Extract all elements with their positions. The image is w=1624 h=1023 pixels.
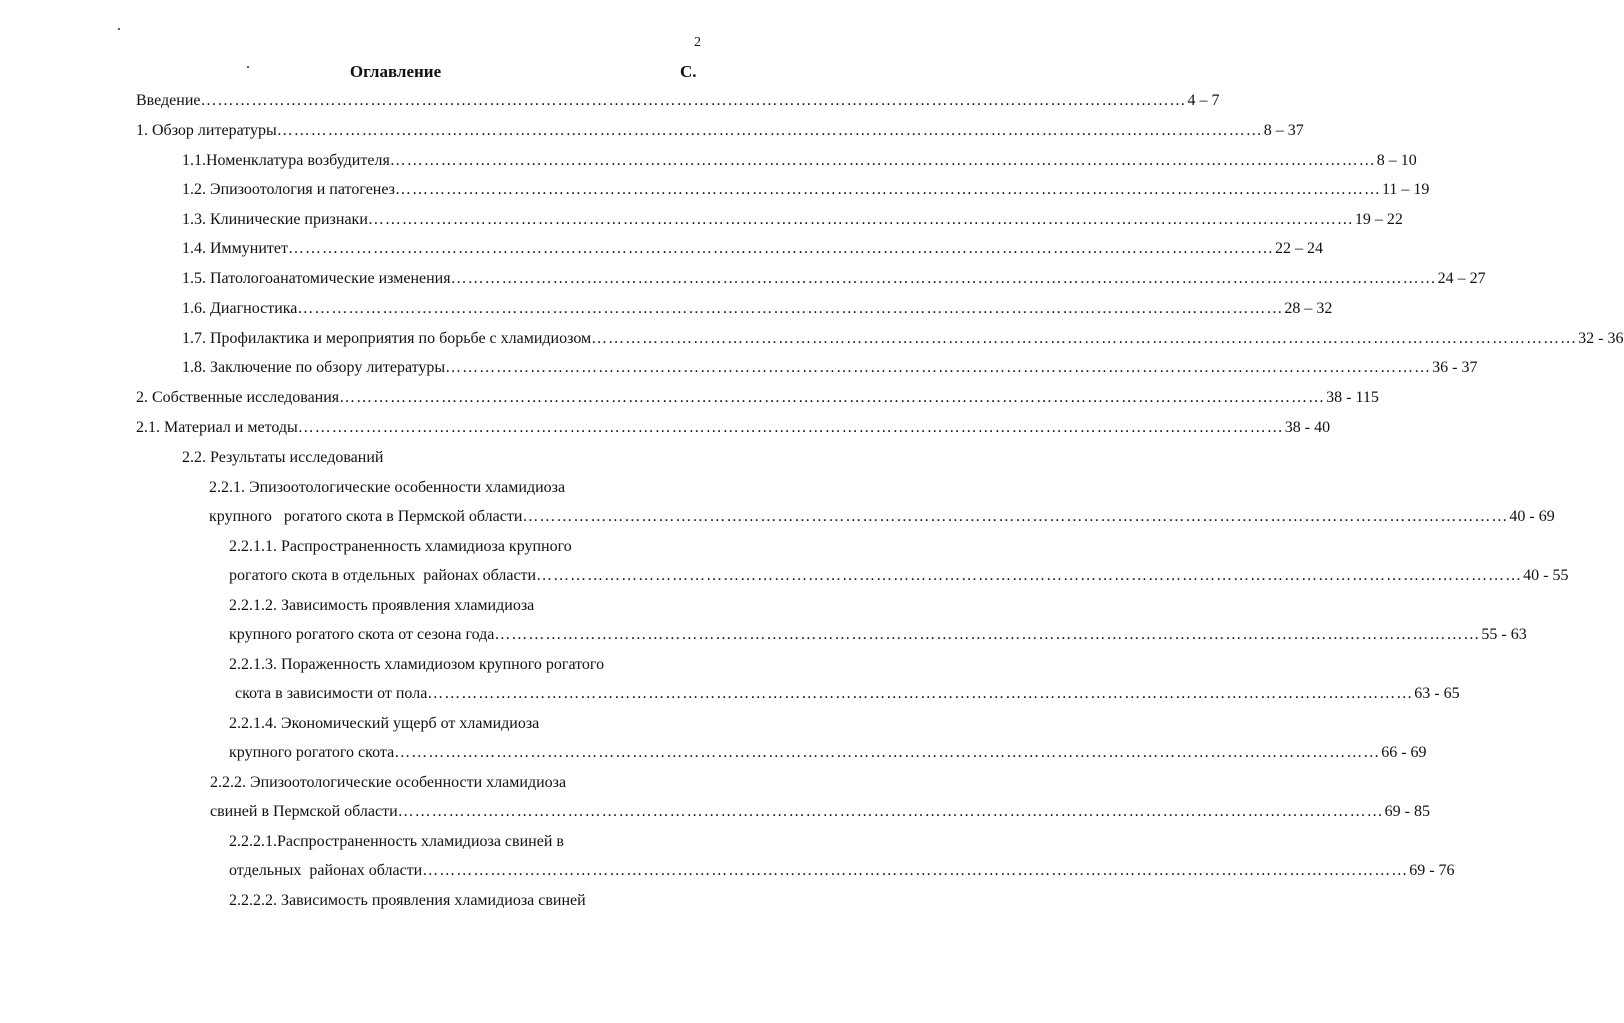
toc-entry-page: 19 – 22 — [1354, 211, 1403, 228]
toc-leader: ………………………………………………………………………………………………………………………………………………………… — [445, 359, 1432, 376]
toc-leader: ………………………………………………………………………………………………………………………………………………………… — [591, 330, 1578, 347]
toc-entry-page: 28 – 32 — [1284, 300, 1333, 317]
toc-entry[interactable] — [229, 860, 1455, 882]
toc-entry-page: 55 - 63 — [1481, 626, 1527, 643]
toc-heading: 2.2.1. Эпизоотологические особенности хламидиоза — [209, 479, 566, 496]
toc-entry-page: 69 - 85 — [1384, 803, 1430, 820]
toc-entry-label: 1.6. Диагностика — [182, 300, 298, 317]
toc-leader: ………………………………………………………………………………………………………………………………………………………… — [367, 211, 1354, 228]
toc-leader: ………………………………………………………………………………………………………………………………………………………… — [536, 567, 1523, 584]
toc-heading: 2.2.2.1.Распространенность хламидиоза свиней в — [229, 833, 564, 850]
toc-entry-page: 38 - 115 — [1326, 389, 1379, 406]
toc-heading: 2.2.2.2. Зависимость проявления хламидиоза свиней — [229, 892, 586, 909]
toc-entry-page: 63 - 65 — [1414, 685, 1460, 702]
toc-entry-page: 66 - 69 — [1381, 744, 1427, 761]
toc-entry[interactable] — [136, 120, 1304, 142]
toc-entry-label: 1.8. Заключение по обзору литературы — [182, 359, 446, 376]
toc-entry-label: рогатого скота в отдельных районах области — [229, 567, 537, 584]
toc-heading: 2.2.1.4. Экономический ущерб от хламидиоза — [229, 715, 540, 732]
toc-entry-page: 22 – 24 — [1275, 240, 1324, 257]
toc-leader: ………………………………………………………………………………………………………………………………………………………… — [394, 744, 1381, 761]
scan-speck — [118, 28, 120, 30]
toc-leader: ………………………………………………………………………………………………………………………………………………………… — [339, 389, 1326, 406]
toc-entry-page: 69 - 76 — [1409, 862, 1455, 879]
toc-entry-label: 1.2. Эпизоотология и патогенез — [182, 181, 395, 198]
toc-leader: ………………………………………………………………………………………………………………………………………………………… — [522, 508, 1509, 525]
toc-entry-page: 36 - 37 — [1432, 359, 1478, 376]
toc-leader: ………………………………………………………………………………………………………………………………………………………… — [288, 240, 1275, 257]
toc-entry-page: 38 - 40 — [1284, 419, 1331, 436]
toc-entry[interactable] — [136, 387, 1379, 409]
toc-title: Оглавление — [349, 62, 442, 81]
toc-entry[interactable] — [209, 506, 1555, 528]
toc-entry-label: крупного рогатого скота от сезона года — [229, 626, 495, 643]
toc-entry[interactable] — [182, 298, 1333, 320]
toc-entry-page: 8 – 37 — [1263, 122, 1304, 139]
toc-entry[interactable] — [229, 624, 1527, 646]
toc-entry-label: 1.7. Профилактика и мероприятия по борьбе с хламидиозом — [182, 330, 592, 347]
toc-entry[interactable] — [235, 683, 1460, 705]
toc-heading: 2.2.1.1. Распространенность хламидиоза крупного — [229, 538, 572, 555]
toc-entry-page: 24 – 27 — [1437, 270, 1486, 287]
toc-heading: 2.2.2. Эпизоотологические особенности хламидиоза — [210, 774, 567, 791]
toc-entry[interactable] — [182, 238, 1324, 260]
toc-entry-page: 4 – 7 — [1187, 92, 1220, 109]
toc-entry[interactable] — [182, 209, 1403, 231]
toc-heading: 2.2. Результаты исследований — [182, 449, 384, 466]
toc-entry-label: 1. Обзор литературы — [136, 122, 277, 139]
toc-leader: ………………………………………………………………………………………………………………………………………………………… — [297, 419, 1284, 436]
toc-entry-page: 40 - 55 — [1523, 567, 1569, 584]
toc-entry[interactable] — [136, 417, 1331, 439]
toc-entry-page: 8 – 10 — [1376, 152, 1417, 169]
toc-entry-label: 2. Собственные исследования — [136, 389, 340, 406]
toc-entry-label: крупного рогатого скота в Пермской области — [209, 508, 523, 525]
toc-entry-label: свиней в Пермской области — [210, 803, 398, 820]
toc-entry-page: 32 - 36 — [1578, 330, 1624, 347]
toc-entry[interactable] — [182, 150, 1417, 172]
toc-leader: ………………………………………………………………………………………………………………………………………………………… — [494, 626, 1481, 643]
page-column-header: С. — [680, 62, 697, 81]
toc-entry-page: 40 - 69 — [1509, 508, 1555, 525]
toc-heading: 2.2.1.3. Пораженность хламидиозом крупного рогатого — [229, 656, 605, 673]
toc-entry-label: крупного рогатого скота — [229, 744, 395, 761]
toc-heading: 2.2.1.2. Зависимость проявления хламидиоза — [229, 597, 535, 614]
toc-leader: ………………………………………………………………………………………………………………………………………………………… — [397, 803, 1384, 820]
toc-entry[interactable] — [182, 268, 1486, 290]
toc-leader: ………………………………………………………………………………………………………………………………………………………… — [389, 152, 1376, 169]
toc-entry[interactable] — [229, 565, 1569, 587]
toc-leader: ………………………………………………………………………………………………………………………………………………………… — [422, 862, 1409, 879]
toc-entry[interactable] — [182, 179, 1430, 201]
toc-entry-label: 1.1.Номенклатура возбудителя — [182, 152, 390, 169]
toc-leader: ………………………………………………………………………………………………………………………………………………………… — [200, 92, 1187, 109]
toc-leader: ………………………………………………………………………………………………………………………………………………………… — [394, 181, 1381, 198]
page-number: 2 — [694, 35, 701, 50]
toc-entry[interactable] — [182, 357, 1478, 379]
toc-entry[interactable] — [210, 801, 1430, 823]
toc-entry-page: 11 – 19 — [1381, 181, 1430, 198]
toc-leader: ………………………………………………………………………………………………………………………………………………………… — [276, 122, 1263, 139]
toc-entry-label: скота в зависимости от пола — [235, 685, 428, 702]
toc-entry-label: отдельных районах области — [229, 862, 423, 879]
toc-entry-label: 1.4. Иммунитет — [182, 240, 289, 257]
toc-entry[interactable] — [182, 328, 1624, 350]
toc-leader: ………………………………………………………………………………………………………………………………………………………… — [297, 300, 1284, 317]
toc-leader: ………………………………………………………………………………………………………………………………………………………… — [427, 685, 1414, 702]
toc-entry-label: 1.5. Патологоанатомические изменения — [182, 270, 451, 287]
toc-entry-label: 1.3. Клинические признаки — [182, 211, 368, 228]
toc-entry-label: 2.1. Материал и методы — [136, 419, 298, 436]
toc-entry[interactable] — [229, 742, 1427, 764]
toc-leader: ………………………………………………………………………………………………………………………………………………………… — [450, 270, 1437, 287]
toc-entry-label: Введение — [136, 92, 201, 109]
toc-entry[interactable] — [136, 90, 1220, 112]
